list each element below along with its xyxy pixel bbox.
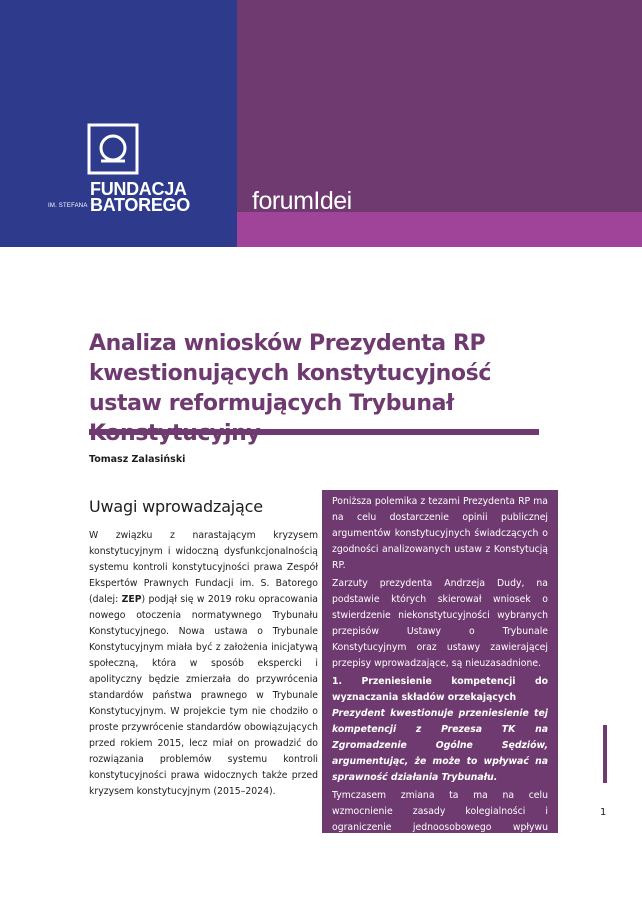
box-italic-paragraph: Prezydent kwestionuje przeniesienie tej kompetencji z Prezesa TK na Zgromadzenie Ogólne Sędziów, argumentując, że może to wpływać na sprawność działania Trybunału. (332, 708, 548, 783)
body-text-part-1: W związku z narastającym kryzysem konstytucyjnym i widoczną dysfunkcjonalnością systemu kontroli konstytucyjności prawa Zespół Ekspertów Prawnych Fundacji im. S. Batorego (dalej: (89, 530, 318, 605)
body-text-zep: ZEP (121, 594, 142, 605)
box-paragraph-3: Tymczasem zmiana ta ma na celu wzmocnienie zasady kolegialności i ograniczenie jednoosobowego wpływu Prezesa na działalność orzeczniczą, co jest zgodne z dążeniem do (332, 790, 548, 865)
section-heading: Uwagi wprowadzające (89, 497, 263, 516)
header-purple-panel (237, 0, 642, 212)
document-title: Analiza wniosków Prezydenta RP kwestionujących konstytucyjność ustaw reformujących Trybunał (89, 331, 491, 416)
side-accent-bar (603, 725, 607, 783)
logo-line-2: BATOREGO (90, 195, 190, 215)
header-magenta-strip (237, 212, 642, 247)
logo-small-text: IM. STEFANA (48, 203, 88, 209)
title-underline (89, 429, 539, 435)
box-paragraph-2: Zarzuty prezydenta Andrzeja Dudy, na podstawie których skierował wniosek o stwierdzenie niekonstytucyjności wybranych przepisów Ustawy o Trybunale Konstytucyjnym oraz ustawy zawierającej przepisy wprowadzające, są nieuzasadnione. (332, 578, 548, 669)
author-name: Tomasz Zalasiński (89, 454, 186, 465)
summary-box (322, 490, 558, 865)
body-paragraph (89, 528, 318, 800)
box-paragraph-1: Poniższa polemika z tezami Prezydenta RP ma na celu dostarczenie opinii publicznej argumentów konstytucyjnych świadczących o zgodności analizowanych ustaw z Konstytucją RP. (332, 496, 548, 571)
page-number: 1 (600, 807, 607, 818)
foundation-logo-icon (87, 123, 139, 175)
series-name: forumIdei (252, 187, 352, 215)
body-text-part-2: ) podjął się w 2019 roku opracowania nowego otoczenia normatywnego Trybunału Konstytucyjnego. Nowa ustawa o Trybunale Konstytucyjnym miała być z założenia inicjatywą społeczną, która w sposób ekspercki i apolityczny będzie zmierzała do przywrócenia standardów państwa prawnego w Trybunale Konstytucyjnym. W projekcie tym nie chodziło o proste przywrócenie standardów obowiązujących przed rokiem 2015, lecz miał on prowadzić do rozwiązania problemów systemu kontroli konstytucyjności prawa widocznych także przed kryzysem konstytucyjnym (2015–2024). (89, 594, 319, 797)
box-heading: 1. Przeniesienie kompetencji do wyznaczania składów orzekających (332, 676, 548, 703)
logo-line-1: FUNDACJA (90, 179, 187, 199)
